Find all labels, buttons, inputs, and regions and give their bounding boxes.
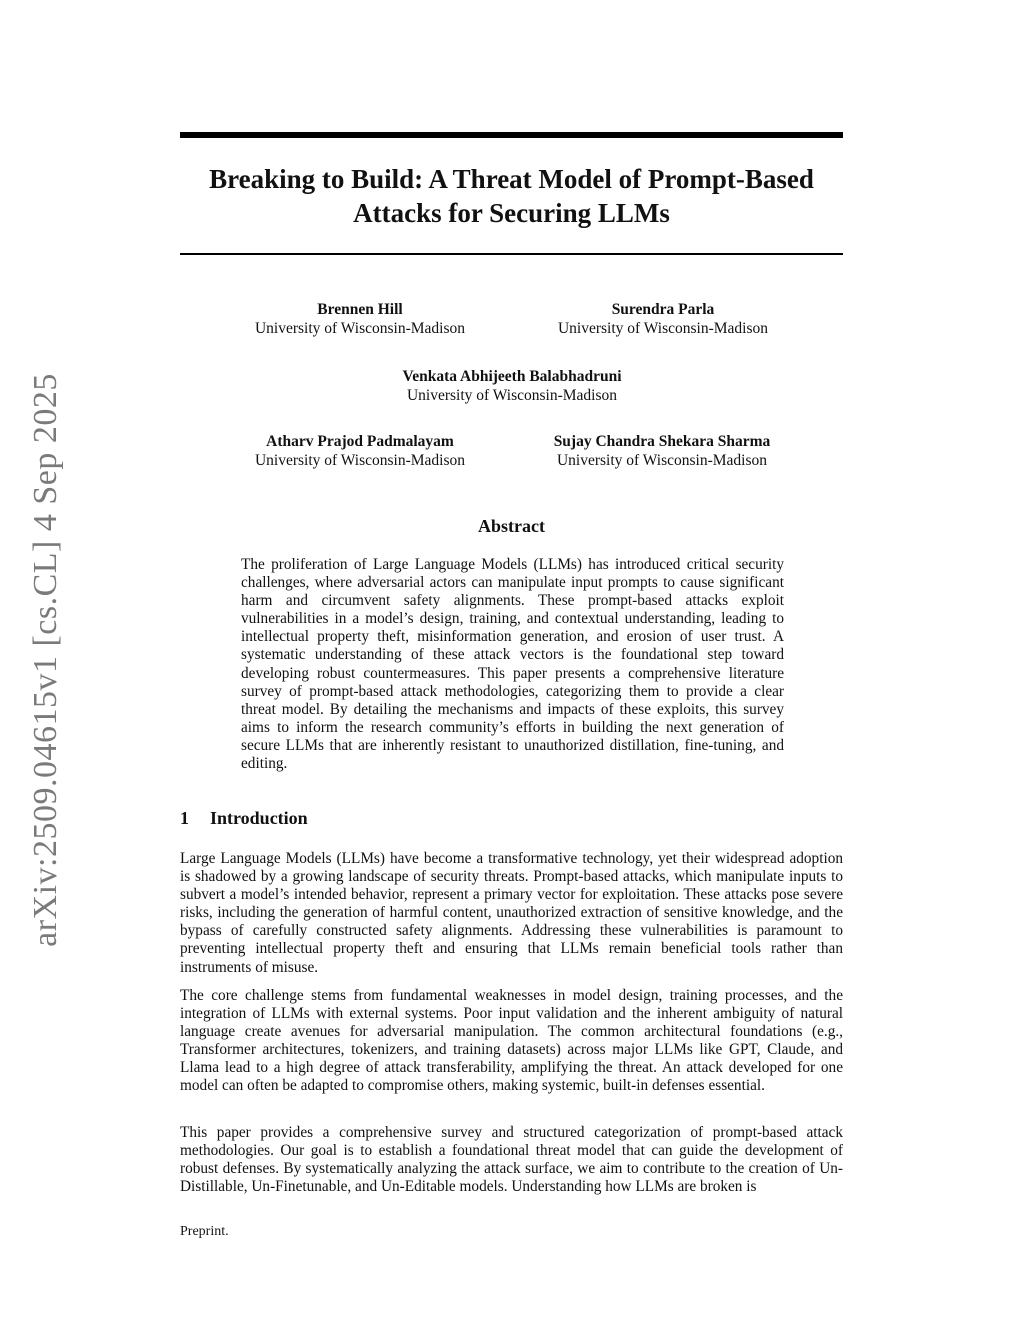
author-affiliation: University of Wisconsin-Madison [557, 320, 769, 337]
title-bottom-rule [180, 253, 843, 255]
preprint-footer: Preprint. [180, 1224, 229, 1239]
section-heading [180, 808, 308, 829]
author-affiliation: University of Wisconsin-Madison [556, 452, 768, 469]
author-affiliation: University of Wisconsin-Madison [254, 320, 466, 337]
abstract-text: The proliferation of Large Language Models (LLMs) has introduced critical security challenges, where adversarial actors can manipulate input prompts to cause significant harm and circumvent safety alignments. These prompt-based attacks exploit vulnerabilities in a model’s design, training, and contextual understanding, leading to intellectual property theft, misinformation generation, and erosion of user trust. A systematic understanding of these attack vectors is the foundational step toward developing robust countermeasures. This paper presents a comprehensive literature survey of prompt-based attack methodologies, categorizing them to provide a clear threat model. By detailing the mechanisms and impacts of these exploits, this survey aims to inform the research community’s efforts in building the next generation of secure LLMs that are inherently resistant to unauthorized distillation, fine-tuning, and editing. [241, 556, 784, 773]
author-affiliation: University of Wisconsin-Madison [406, 387, 618, 404]
paper-title: Breaking to Build: A Threat Model of Prompt-Based Attacks for Securing LLMs [209, 164, 814, 228]
section-title: Introduction [210, 808, 308, 828]
author-name: Venkata Abhijeeth Balabhadruni [402, 368, 622, 385]
body-paragraph: This paper provides a comprehensive survey and structured categorization of prompt-based attack methodologies. Our goal is to establish a foundational threat model that can guide the development of robust defenses. By systematically analyzing the attack surface, we aim to contribute to the creation of Un-Distillable, Un-Finetunable, and Un-Editable models. Understanding how LLMs are broken is [180, 1124, 843, 1196]
title-top-rule [180, 132, 843, 138]
author-name: Atharv Prajod Padmalayam [266, 433, 454, 450]
author-block [362, 367, 662, 405]
author-name: Surendra Parla [611, 301, 715, 318]
section-number: 1 [180, 808, 189, 828]
author-name: Sujay Chandra Shekara Sharma [553, 433, 771, 450]
author-block [543, 300, 783, 338]
arxiv-identifier-stamp: arXiv:2509.04615v1 [cs.CL] 4 Sep 2025 [27, 373, 64, 947]
author-name: Brennen Hill [317, 301, 403, 318]
abstract-heading: Abstract [478, 516, 545, 536]
body-paragraph: The core challenge stems from fundamental weaknesses in model design, training processes, and the integration of LLMs with external systems. Poor input validation and the inherent ambiguity of natural language create avenues for adversarial manipulation. The common architectural foundations (e.g., Transformer architectures, tokenizers, and training datasets) across major LLMs like GPT, Claude, and Llama lead to a high degree of attack transferability, amplifying the threat. An attack developed for one model can often be adapted to compromise others, making systemic, built-in defenses essential. [180, 987, 843, 1095]
author-block [527, 432, 797, 470]
author-block [240, 300, 480, 338]
author-affiliation: University of Wisconsin-Madison [254, 452, 466, 469]
author-block [230, 432, 490, 470]
body-paragraph: Large Language Models (LLMs) have become a transformative technology, yet their widespread adoption is shadowed by a growing landscape of security threats. Prompt-based attacks, which manipulate inputs to subvert a model’s intended behavior, represent a primary vector for exploitation. These attacks pose severe risks, including the generation of harmful content, unauthorized extraction of sensitive knowledge, and the bypass of carefully constructed safety alignments. Addressing these vulnerabilities is paramount to preventing intellectual property theft and ensuring that LLMs remain beneficial tools rather than instruments of misuse. [180, 850, 843, 976]
